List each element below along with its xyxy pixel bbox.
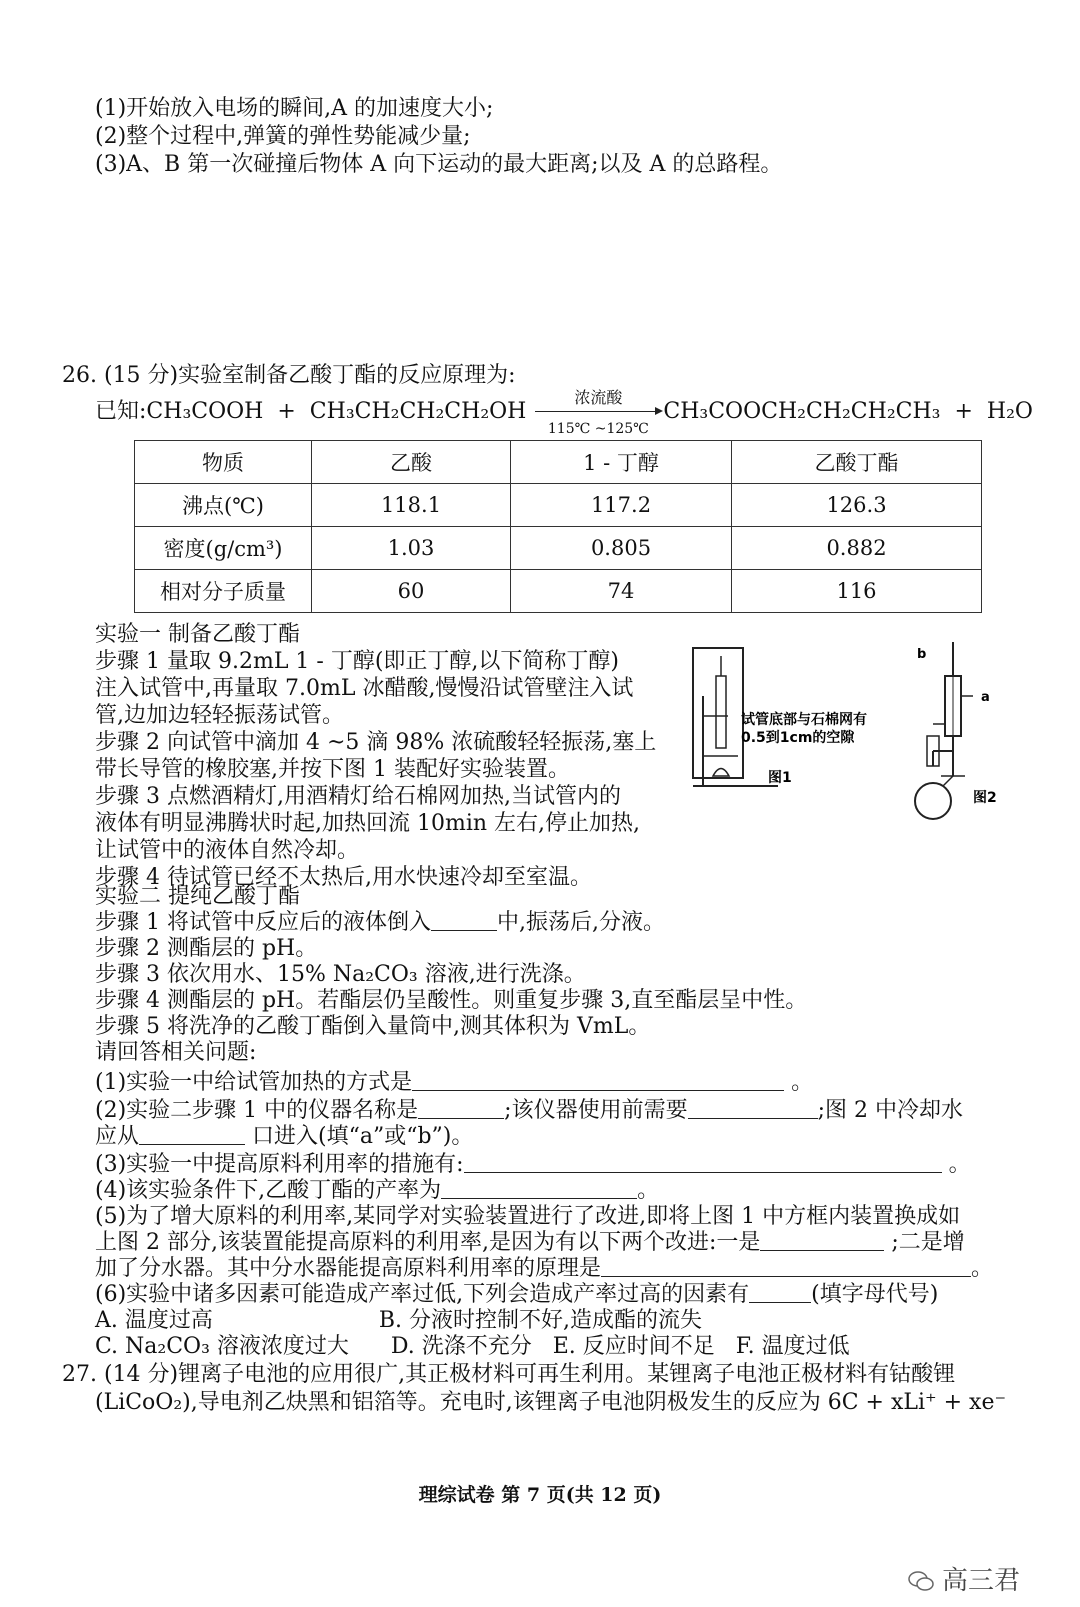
- sub-question-2-text: (2)实验二步骤 1 中的仪器名称是: [95, 1098, 419, 1123]
- answer-blank[interactable]: [418, 1098, 504, 1119]
- answer-blank[interactable]: [749, 1282, 811, 1303]
- reaction-equation: [95, 388, 1033, 437]
- table-row: [135, 570, 982, 613]
- period: 。: [637, 1178, 660, 1203]
- exp1-line: 步骤 3 点燃酒精灯,用酒精灯给石棉网加热,当试管内的: [95, 784, 621, 809]
- sub-question-5-line1: (5)为了增大原料的利用率,某同学对实验装置进行了改进,即将上图 1 中方框内装置换成如: [95, 1204, 961, 1229]
- option-d: D. 洗涤不充分: [390, 1334, 532, 1359]
- watermark-text: 高三君: [941, 1566, 1020, 1596]
- sub-question-4-text: (4)该实验条件下,乙酸丁酯的产率为: [95, 1178, 442, 1203]
- watermark: [908, 1560, 1020, 1597]
- sub-question-5-line3: [95, 1256, 993, 1282]
- reactant-butanol: CH₃CH₂CH₂CH₂OH: [309, 399, 527, 424]
- fig1-box: [693, 648, 743, 778]
- table-cell: 74: [511, 570, 732, 613]
- answer-blank[interactable]: [139, 1124, 245, 1145]
- table-cell: 126.3: [732, 484, 982, 527]
- q26-header: 26. (15 分)实验室制备乙酸丁酯的反应原理为:: [62, 363, 516, 388]
- sub-question-2-text: 应从: [95, 1124, 140, 1149]
- table-cell: 60: [312, 570, 511, 613]
- sub-question-6-text: (6)实验中诸多因素可能造成产率过低,下列会造成产率过高的因素有: [95, 1282, 750, 1307]
- sub-question-2-text: 口进入(填“a”或“b”)。: [252, 1124, 474, 1149]
- question-part-1: (1)开始放入电场的瞬间,A 的加速度大小;: [95, 96, 494, 121]
- question-part-3: (3)A、B 第一次碰撞后物体 A 向下运动的最大距离;以及 A 的总路程。: [95, 152, 783, 177]
- answer-blank[interactable]: [441, 1178, 637, 1199]
- label-b: b: [917, 647, 927, 662]
- sub-question-6-text: (填字母代号): [811, 1282, 939, 1307]
- exp2-step1-text: 步骤 1 将试管中反应后的液体倒入: [95, 910, 431, 935]
- exp1-line: 带长导管的橡胶塞,并按下图 1 装配好实验装置。: [95, 757, 570, 782]
- answer-blank[interactable]: [601, 1256, 971, 1277]
- prompt-line: 请回答相关问题:: [95, 1040, 257, 1065]
- apparatus-figure: [683, 636, 1023, 826]
- options-row-1: [95, 1308, 702, 1334]
- exp1-line: 步骤 1 量取 9.2mL 1 - 丁醇(即正丁醇,以下简称丁醇): [95, 649, 620, 674]
- table-cell: 0.882: [732, 527, 982, 570]
- alcohol-lamp: [713, 769, 729, 777]
- sub-question-3: [95, 1152, 971, 1178]
- reaction-arrow: [535, 388, 661, 437]
- table-cell: 相对分子质量: [135, 570, 312, 613]
- arrow-condition-catalyst: 浓流酸: [574, 388, 623, 407]
- eq-prefix: 已知:: [95, 399, 147, 424]
- sub-question-5-line2: [95, 1230, 965, 1256]
- sub-question-5-text: 上图 2 部分,该装置能提高原料的利用率,是因为有以下两个改进:一是: [95, 1230, 761, 1255]
- option-b: B. 分液时控制不好,造成酯的流失: [378, 1308, 703, 1333]
- question-part-2: (2)整个过程中,弹簧的弹性势能减少量;: [95, 124, 471, 149]
- option-f: F. 温度过低: [735, 1334, 850, 1359]
- figure-note-line2: 0.5到1cm的空隙: [741, 730, 855, 746]
- table-cell: 116: [732, 570, 982, 613]
- q27-line1: 27. (14 分)锂离子电池的应用很广,其正极材料可再生利用。某锂离子电池正极材料有钴酸锂: [62, 1362, 956, 1387]
- sub-question-4: [95, 1178, 659, 1204]
- answer-blank[interactable]: [431, 910, 497, 931]
- sub-question-3-text: (3)实验一中提高原料利用率的措施有:: [95, 1152, 464, 1177]
- answer-blank[interactable]: [464, 1152, 942, 1173]
- arrow-condition-temperature: 115℃ ~125℃: [547, 421, 649, 437]
- table-cell: 沸点(℃): [135, 484, 312, 527]
- exp2-title: 实验二 提纯乙酸丁酯: [95, 884, 300, 909]
- answer-blank[interactable]: [412, 1070, 784, 1091]
- table-cell: 118.1: [312, 484, 511, 527]
- table-header-cell: 乙酸丁酯: [732, 441, 982, 484]
- sub-question-2-cont: [95, 1124, 473, 1150]
- q27-line2: (LiCoO₂),导电剂乙炔黑和铝箔等。充电时,该锂离子电池阴极发生的反应为 6C + xLi⁺ + xe⁻: [95, 1390, 1007, 1415]
- table-header-cell: 物质: [135, 441, 312, 484]
- table-header-row: [135, 441, 982, 484]
- exp2-line: 步骤 2 测酯层的 pH。: [95, 936, 318, 961]
- round-bottom-flask: [915, 783, 951, 819]
- exp2-line: 步骤 3 依次用水、15% Na₂CO₃ 溶液,进行洗涤。: [95, 962, 586, 987]
- table-cell: 密度(g/cm³): [135, 527, 312, 570]
- exp1-line: 管,边加边轻轻振荡试管。: [95, 703, 344, 728]
- exp2-step1-text: 中,振荡后,分液。: [497, 910, 665, 935]
- sub-question-5-text: 加了分水器。其中分水器能提高原料利用率的原理是: [95, 1256, 602, 1281]
- plus-sign: +: [277, 399, 296, 424]
- exp2-step1: [95, 910, 665, 936]
- fig2-label: 图2: [973, 790, 997, 806]
- wechat-icon: [908, 1566, 942, 1596]
- answer-blank[interactable]: [760, 1230, 884, 1251]
- option-a: A. 温度过高: [95, 1308, 213, 1333]
- sub-question-2-text: ;图 2 中冷却水: [817, 1098, 963, 1123]
- product-butyl-acetate: CH₃COOCH₂CH₂CH₂CH₃: [663, 399, 941, 424]
- answer-blank[interactable]: [688, 1098, 818, 1119]
- exp1-line: 步骤 2 向试管中滴加 4 ~5 滴 98% 浓硫酸轻轻振荡,塞上: [95, 730, 657, 755]
- exp1-line: 液体有明显沸腾状时起,加热回流 10min 左右,停止加热,: [95, 811, 641, 836]
- label-a: a: [981, 690, 990, 705]
- sub-question-5-text: ;二是增: [891, 1230, 965, 1255]
- exp1-line: 让试管中的液体自然冷却。: [95, 838, 360, 863]
- period: 。: [791, 1070, 814, 1095]
- figure-note-line1: 试管底部与石棉网有: [741, 712, 867, 728]
- sub-question-1-text: (1)实验一中给试管加热的方式是: [95, 1070, 413, 1095]
- table-cell: 0.805: [511, 527, 732, 570]
- apparatus-drawing: [683, 636, 1023, 826]
- sub-question-1: [95, 1070, 813, 1096]
- exp1-title: 实验一 制备乙酸丁酯: [95, 622, 300, 647]
- table-header-cell: 乙酸: [312, 441, 511, 484]
- option-c: C. Na₂CO₃ 溶液浓度过大: [95, 1334, 349, 1359]
- fig1-label: 图1: [768, 770, 792, 786]
- period: 。: [971, 1256, 994, 1281]
- reactant-acetic-acid: CH₃COOH: [146, 399, 264, 424]
- exp2-line: 步骤 4 测酯层的 pH。若酯层仍呈酸性。则重复步骤 3,直至酯层呈中性。: [95, 988, 808, 1013]
- option-e: E. 反应时间不足: [552, 1334, 715, 1359]
- table-cell: 117.2: [511, 484, 732, 527]
- table-row: [135, 484, 982, 527]
- exp1-line: 步骤 4 待试管已经不太热后,用水快速冷却至室温。: [95, 865, 592, 890]
- sub-question-6: [95, 1282, 938, 1308]
- properties-table: [134, 440, 982, 613]
- product-water: H₂O: [986, 399, 1033, 424]
- table-header-cell: 1 - 丁醇: [511, 441, 732, 484]
- table-cell: 1.03: [312, 527, 511, 570]
- sub-question-2-text: ;该仪器使用前需要: [504, 1098, 688, 1123]
- sub-question-2: [95, 1098, 963, 1124]
- table-row: [135, 527, 982, 570]
- test-tube: [716, 676, 726, 748]
- period: 。: [948, 1152, 971, 1177]
- exp2-line: 步骤 5 将洗净的乙酸丁酯倒入量筒中,测其体积为 VmL。: [95, 1014, 651, 1039]
- exp1-line: 注入试管中,再量取 7.0mL 冰醋酸,慢慢沿试管壁注入试: [95, 676, 634, 701]
- options-row-2: [95, 1334, 850, 1360]
- page-footer: 理综试卷 第 7 页(共 12 页): [418, 1484, 662, 1506]
- plus-sign: +: [954, 399, 973, 424]
